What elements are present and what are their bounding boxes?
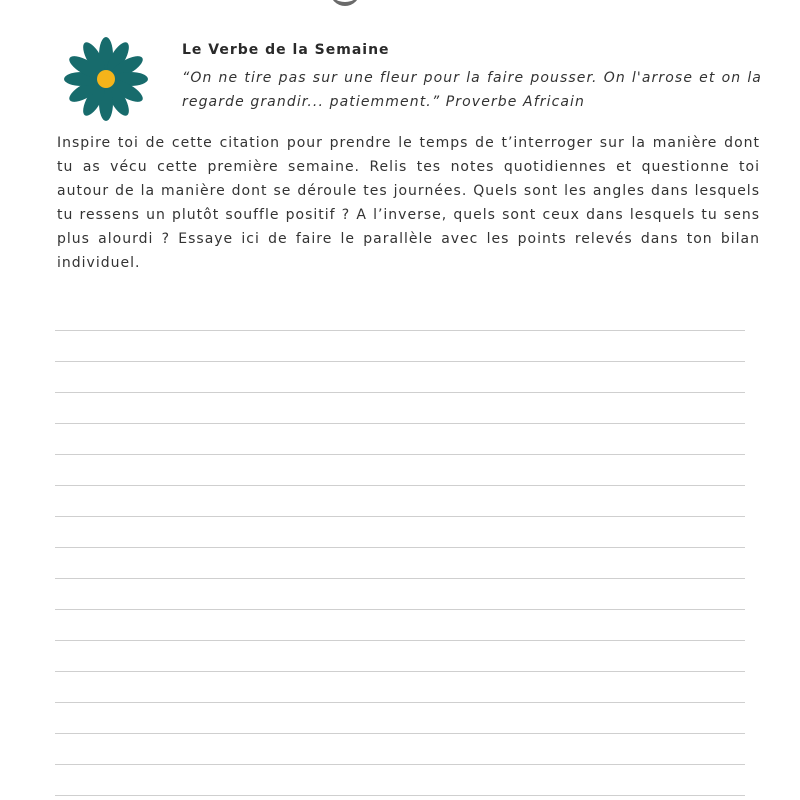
writing-line — [55, 516, 745, 517]
writing-line — [55, 454, 745, 455]
instructions-text: Inspire toi de cette citation pour prendre le temps de t’interroger sur la manière dont tu as vécu cette première semaine. Relis tes notes quotidiennes et questionne toi autour de la manière dont se déroule tes journées. Quels sont les angles dans lesquels tu ressens un plutôt souffle positif ? A l’inverse, quels sont ceux dans lesquels tu sens plus alourdi ? Essaye ici de faire le parallèle avec les points relevés dans ton bilan individuel. — [57, 135, 760, 271]
writing-line — [55, 547, 745, 548]
writing-line — [55, 392, 745, 393]
quote-text: “On ne tire pas sur une fleur pour la faire pousser. On l'arrose et on la regarde grandir... patiemment.” Proverbe Africain — [182, 70, 762, 110]
writing-line — [55, 640, 745, 641]
writing-line — [55, 671, 745, 672]
writing-line — [55, 423, 745, 424]
writing-line — [55, 702, 745, 703]
writing-line — [55, 330, 745, 331]
writing-line — [55, 361, 745, 362]
writing-area[interactable] — [55, 0, 745, 800]
writing-line — [55, 795, 745, 796]
page-title: Le Verbe de la Semaine — [182, 42, 390, 58]
writing-line — [55, 764, 745, 765]
writing-line — [55, 609, 745, 610]
writing-line — [55, 578, 745, 579]
writing-line — [55, 733, 745, 734]
writing-line — [55, 485, 745, 486]
